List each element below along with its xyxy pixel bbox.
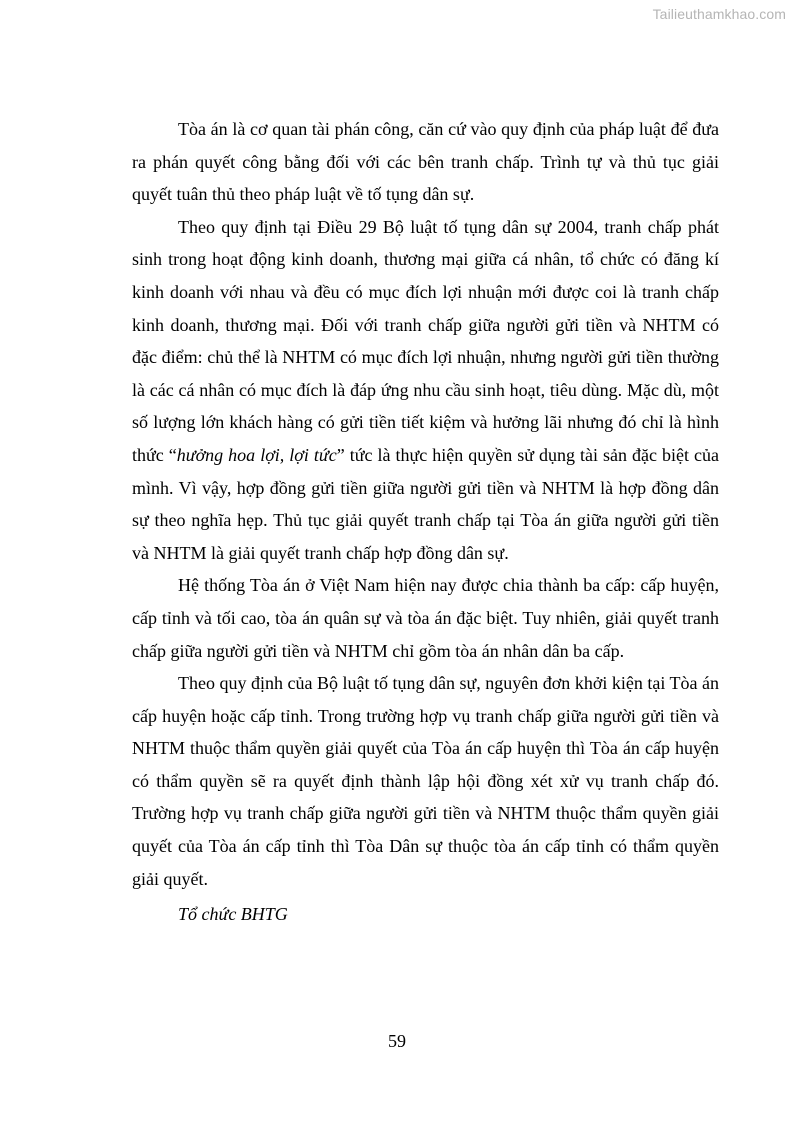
paragraph-4: Theo quy định của Bộ luật tố tụng dân sự, nguyên đơn khởi kiện tại Tòa án cấp huyện hoặc cấp tỉnh. Trong trường hợp vụ tranh chấp giữa người gửi tiền và NHTM thuộc thẩm quyền giải quyết của Tòa án cấp huyện thì Tòa án cấp huyện có thẩm quyền sẽ ra quyết định thành lập hội đồng xét xử vụ tranh chấp đó. Trường hợp vụ tranh chấp giữa người gửi tiền và NHTM thuộc thẩm quyền giải quyết của Tòa án cấp tỉnh thì Tòa Dân sự thuộc tòa án cấp tỉnh có thẩm quyền giải quyết. — [132, 673, 719, 889]
paragraph-2-text-b: ” tức là thực hiện quyền sử dụng tài sản đặc biệt của mình. Vì vậy, hợp đồng gửi tiền giữa người gửi tiền và NHTM là hợp đồng dân sự theo nghĩa hẹp. Thủ tục giải quyết tranh chấp tại Tòa án giữa người gửi tiền và NHTM là giải quyết tranh chấp hợp đồng dân sự. — [132, 444, 719, 563]
watermark-text: Tailieuthamkhao.com — [652, 6, 786, 22]
paragraph-2-quote-italic: hưởng hoa lợi, lợi tức — [176, 444, 337, 465]
paragraph-3: Hệ thống Tòa án ở Việt Nam hiện nay được chia thành ba cấp: cấp huyện, cấp tỉnh và tối cao, tòa án quân sự và tòa án đặc biệt. Tuy nhiên, giải quyết tranh chấp giữa người gửi tiền và NHTM chỉ gồm tòa án nhân dân ba cấp. — [132, 575, 719, 661]
section-heading: Tổ chức BHTG — [178, 904, 288, 925]
page-number: 59 — [388, 1031, 406, 1051]
document-body — [132, 113, 719, 931]
paragraph-2 — [132, 211, 719, 570]
paragraph-1: Tòa án là cơ quan tài phán công, căn cứ vào quy định của pháp luật để đưa ra phán quyết công bằng đối với các bên tranh chấp. Trình tự và thủ tục giải quyết tuân thủ theo pháp luật về tố tụng dân sự. — [132, 119, 719, 205]
paragraph-2-text-a: Theo quy định tại Điều 29 Bộ luật tố tụng dân sự 2004, tranh chấp phát sinh trong hoạt động kinh doanh, thương mại giữa cá nhân, tổ chức có đăng kí kinh doanh với nhau và đều có mục đích lợi nhuận mới được coi là tranh chấp kinh doanh, thương mại. Đối với tranh chấp giữa người gửi tiền và NHTM có đặc điểm: chủ thể là NHTM có mục đích lợi nhuận, nhưng người gửi tiền thường là các cá nhân có mục đích là đáp ứng nhu cầu sinh hoạt, tiêu dùng. Mặc dù, một số lượng lớn khách hàng có gửi tiền tiết kiệm và hưởng lãi nhưng đó chỉ là hình thức “ — [132, 216, 719, 465]
